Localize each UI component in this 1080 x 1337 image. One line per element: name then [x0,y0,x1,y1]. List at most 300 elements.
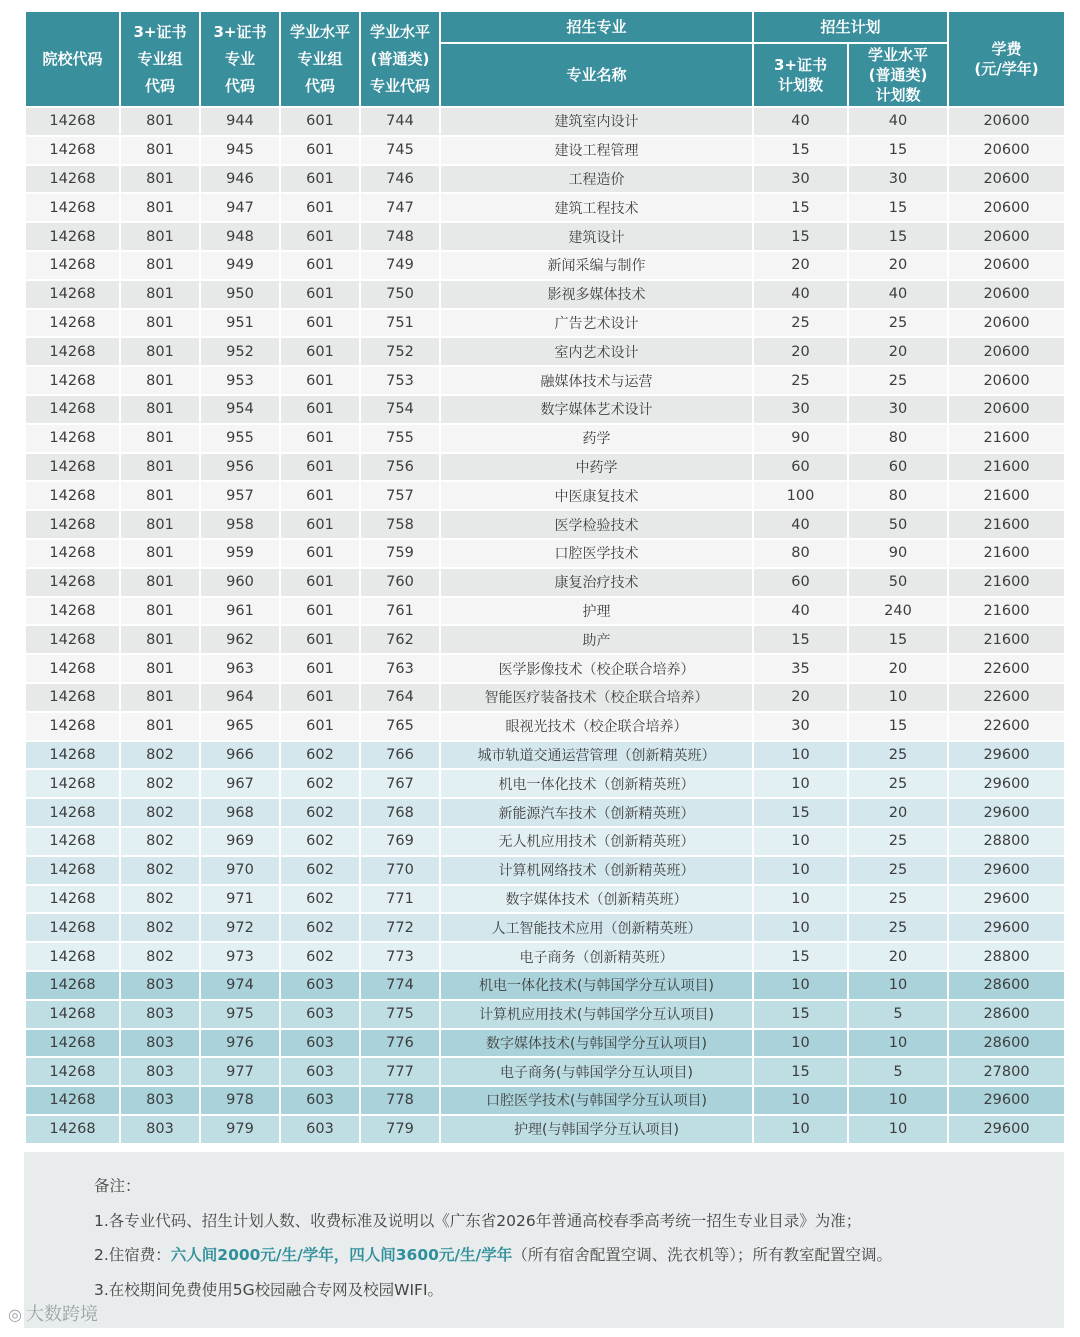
cell-plan-cert: 90 [753,424,848,453]
note-1: 1.各专业代码、招生计划人数、收费标准及说明以《广东省2026年普通高校春季高考统一招生专业目录》为准； [94,1212,862,1230]
table-row [25,1086,1065,1115]
cell-fee: 20600 [948,222,1065,251]
cell-fee: 21600 [948,510,1065,539]
cell-major-name: 机电一体化技术(与韩国学分互认项目) [440,971,753,1000]
cell-plan-cert: 30 [753,165,848,194]
cell-plan-cert: 60 [753,453,848,482]
cell-cert-group-code: 802 [120,769,200,798]
cell-level-major-code: 767 [360,769,440,798]
cell-school-code: 14268 [25,683,120,712]
header-plan-group: 招生计划 [753,11,948,43]
cell-plan-level: 30 [848,395,948,424]
cell-plan-cert: 15 [753,942,848,971]
cell-school-code: 14268 [25,1029,120,1058]
cell-cert-group-code: 801 [120,222,200,251]
cell-cert-group-code: 801 [120,424,200,453]
cell-level-group-code: 602 [280,885,360,914]
cell-cert-major-code: 946 [200,165,280,194]
table-row [25,539,1065,568]
cell-level-group-code: 601 [280,510,360,539]
cell-cert-group-code: 801 [120,654,200,683]
cell-cert-group-code: 801 [120,280,200,309]
cell-fee: 20600 [948,366,1065,395]
cell-plan-level: 10 [848,1029,948,1058]
cell-fee: 27800 [948,1057,1065,1086]
cell-cert-major-code: 956 [200,453,280,482]
cell-level-group-code: 602 [280,856,360,885]
watermark [8,1300,98,1326]
cell-school-code: 14268 [25,1000,120,1029]
cell-plan-cert: 40 [753,280,848,309]
header-plan-cert: 3+证书 计划数 [753,43,848,107]
cell-cert-major-code: 966 [200,741,280,770]
cell-major-name: 新能源汽车技术（创新精英班） [440,798,753,827]
cell-level-group-code: 602 [280,827,360,856]
cell-level-major-code: 761 [360,597,440,626]
cell-plan-level: 50 [848,510,948,539]
cell-school-code: 14268 [25,510,120,539]
cell-school-code: 14268 [25,453,120,482]
cell-cert-major-code: 967 [200,769,280,798]
cell-level-group-code: 602 [280,798,360,827]
cell-plan-level: 20 [848,798,948,827]
table-row [25,222,1065,251]
cell-cert-major-code: 951 [200,309,280,338]
cell-school-code: 14268 [25,741,120,770]
cell-plan-level: 15 [848,222,948,251]
cell-level-group-code: 601 [280,107,360,136]
cell-cert-major-code: 947 [200,193,280,222]
table-row [25,395,1065,424]
table-row [25,424,1065,453]
cell-plan-level: 10 [848,971,948,1000]
cell-school-code: 14268 [25,222,120,251]
cell-school-code: 14268 [25,597,120,626]
cell-plan-cert: 10 [753,1029,848,1058]
cell-cert-major-code: 959 [200,539,280,568]
cell-school-code: 14268 [25,1086,120,1115]
cell-cert-major-code: 958 [200,510,280,539]
cell-school-code: 14268 [25,424,120,453]
cell-plan-level: 20 [848,337,948,366]
cell-fee: 21600 [948,568,1065,597]
cell-plan-level: 25 [848,741,948,770]
cell-plan-cert: 40 [753,597,848,626]
cell-plan-cert: 10 [753,769,848,798]
cell-plan-cert: 15 [753,625,848,654]
table-row [25,193,1065,222]
cell-plan-cert: 15 [753,136,848,165]
cell-school-code: 14268 [25,913,120,942]
cell-level-group-code: 603 [280,1057,360,1086]
header-plan-level: 学业水平 (普通类) 计划数 [848,43,948,107]
cell-plan-level: 5 [848,1057,948,1086]
table-row [25,1000,1065,1029]
cell-fee: 20600 [948,136,1065,165]
cell-cert-group-code: 803 [120,1086,200,1115]
cell-cert-group-code: 802 [120,798,200,827]
cell-level-major-code: 779 [360,1115,440,1144]
note-2-highlight: 六人间2000元/生/学年，四人间3600元/生/学年 [170,1246,513,1264]
header-cert-group-code: 3+证书 专业组 代码 [120,11,200,107]
cell-fee: 21600 [948,481,1065,510]
cell-cert-group-code: 802 [120,885,200,914]
cell-level-major-code: 773 [360,942,440,971]
cell-plan-cert: 20 [753,251,848,280]
cell-cert-major-code: 953 [200,366,280,395]
cell-major-name: 眼视光技术（校企联合培养） [440,712,753,741]
cell-school-code: 14268 [25,193,120,222]
cell-plan-cert: 10 [753,913,848,942]
cell-level-major-code: 754 [360,395,440,424]
table-row [25,251,1065,280]
cell-plan-level: 25 [848,913,948,942]
cell-fee: 21600 [948,539,1065,568]
cell-major-name: 数字媒体技术（创新精英班） [440,885,753,914]
cell-school-code: 14268 [25,712,120,741]
cell-plan-level: 15 [848,712,948,741]
cell-level-major-code: 770 [360,856,440,885]
cell-fee: 29600 [948,741,1065,770]
cell-cert-major-code: 971 [200,885,280,914]
cell-level-group-code: 601 [280,539,360,568]
cell-major-name: 口腔医学技术(与韩国学分互认项目) [440,1086,753,1115]
cell-level-group-code: 601 [280,712,360,741]
cell-fee: 20600 [948,107,1065,136]
cell-plan-level: 40 [848,107,948,136]
cell-major-name: 计算机网络技术（创新精英班） [440,856,753,885]
cell-cert-major-code: 948 [200,222,280,251]
cell-cert-group-code: 801 [120,366,200,395]
table-row [25,510,1065,539]
cell-level-major-code: 764 [360,683,440,712]
cell-fee: 28800 [948,942,1065,971]
cell-fee: 20600 [948,309,1065,338]
cell-fee: 28600 [948,1029,1065,1058]
cell-level-group-code: 601 [280,165,360,194]
cell-fee: 21600 [948,453,1065,482]
cell-cert-major-code: 974 [200,971,280,1000]
cell-cert-major-code: 970 [200,856,280,885]
cell-cert-group-code: 801 [120,539,200,568]
cell-cert-group-code: 802 [120,827,200,856]
cell-cert-major-code: 945 [200,136,280,165]
cell-fee: 20600 [948,337,1065,366]
cell-level-major-code: 769 [360,827,440,856]
cell-major-name: 城市轨道交通运营管理（创新精英班） [440,741,753,770]
table-row [25,309,1065,338]
cell-plan-level: 10 [848,1086,948,1115]
cell-cert-major-code: 973 [200,942,280,971]
cell-level-group-code: 601 [280,193,360,222]
cell-fee: 20600 [948,395,1065,424]
cell-school-code: 14268 [25,481,120,510]
cell-plan-level: 50 [848,568,948,597]
cell-plan-level: 5 [848,1000,948,1029]
cell-school-code: 14268 [25,971,120,1000]
cell-cert-group-code: 803 [120,971,200,1000]
notes-panel [24,1152,1064,1328]
cell-school-code: 14268 [25,165,120,194]
table-row [25,625,1065,654]
cell-school-code: 14268 [25,337,120,366]
cell-level-group-code: 603 [280,1029,360,1058]
cell-major-name: 工程造价 [440,165,753,194]
cell-level-major-code: 746 [360,165,440,194]
cell-school-code: 14268 [25,539,120,568]
cell-plan-cert: 30 [753,395,848,424]
cell-major-name: 医学影像技术（校企联合培养） [440,654,753,683]
cell-plan-cert: 10 [753,885,848,914]
cell-level-major-code: 763 [360,654,440,683]
cell-level-group-code: 601 [280,309,360,338]
cell-cert-major-code: 955 [200,424,280,453]
cell-plan-level: 20 [848,942,948,971]
cell-cert-major-code: 977 [200,1057,280,1086]
cell-cert-major-code: 976 [200,1029,280,1058]
cell-level-group-code: 601 [280,280,360,309]
table-row [25,856,1065,885]
cell-major-name: 新闻采编与制作 [440,251,753,280]
header-cert-major-code: 3+证书 专业 代码 [200,11,280,107]
cell-major-name: 药学 [440,424,753,453]
cell-cert-group-code: 801 [120,165,200,194]
cell-plan-level: 25 [848,309,948,338]
table-row [25,712,1065,741]
cell-level-group-code: 601 [280,222,360,251]
cell-fee: 21600 [948,597,1065,626]
table-row [25,165,1065,194]
cell-plan-cert: 80 [753,539,848,568]
cell-school-code: 14268 [25,827,120,856]
cell-plan-level: 40 [848,280,948,309]
cell-school-code: 14268 [25,942,120,971]
cell-fee: 20600 [948,251,1065,280]
table-row [25,1115,1065,1144]
watermark-text: 大数跨境 [25,1304,98,1325]
cell-cert-group-code: 803 [120,1029,200,1058]
cell-plan-level: 25 [848,885,948,914]
note-2 [94,1243,892,1265]
cell-level-major-code: 774 [360,971,440,1000]
table-row [25,453,1065,482]
cell-plan-cert: 15 [753,798,848,827]
cell-plan-level: 25 [848,366,948,395]
cell-major-name: 广告艺术设计 [440,309,753,338]
cell-cert-major-code: 968 [200,798,280,827]
cell-major-name: 影视多媒体技术 [440,280,753,309]
cell-cert-group-code: 802 [120,856,200,885]
cell-school-code: 14268 [25,251,120,280]
table-row [25,280,1065,309]
cell-cert-group-code: 801 [120,453,200,482]
cell-plan-cert: 10 [753,856,848,885]
cell-plan-cert: 20 [753,337,848,366]
cell-fee: 22600 [948,683,1065,712]
cell-plan-cert: 15 [753,193,848,222]
cell-plan-cert: 25 [753,309,848,338]
table-row [25,337,1065,366]
cell-cert-major-code: 961 [200,597,280,626]
cell-level-group-code: 601 [280,395,360,424]
cell-plan-level: 20 [848,654,948,683]
table-row [25,136,1065,165]
cell-level-group-code: 601 [280,568,360,597]
note-3: 3.在校期间免费使用5G校园融合专网及校园WIFI。 [94,1281,444,1299]
cell-cert-major-code: 975 [200,1000,280,1029]
cell-level-major-code: 748 [360,222,440,251]
header-level-group-code: 学业水平 专业组 代码 [280,11,360,107]
admissions-table [24,10,1066,1145]
cell-level-major-code: 772 [360,913,440,942]
cell-plan-level: 240 [848,597,948,626]
cell-level-group-code: 603 [280,1000,360,1029]
cell-level-major-code: 759 [360,539,440,568]
cell-major-name: 建筑室内设计 [440,107,753,136]
cell-major-name: 电子商务（创新精英班） [440,942,753,971]
cell-plan-level: 90 [848,539,948,568]
cell-school-code: 14268 [25,1115,120,1144]
cell-level-major-code: 744 [360,107,440,136]
table-row [25,597,1065,626]
cell-plan-cert: 10 [753,971,848,1000]
cell-cert-major-code: 954 [200,395,280,424]
header-level-major-code: 学业水平 (普通类) 专业代码 [360,11,440,107]
cell-level-group-code: 601 [280,654,360,683]
cell-major-name: 无人机应用技术（创新精英班） [440,827,753,856]
cell-school-code: 14268 [25,395,120,424]
cell-major-name: 计算机应用技术(与韩国学分互认项目) [440,1000,753,1029]
cell-level-major-code: 755 [360,424,440,453]
cell-major-name: 智能医疗装备技术（校企联合培养） [440,683,753,712]
cell-level-group-code: 601 [280,251,360,280]
cell-school-code: 14268 [25,366,120,395]
cell-plan-cert: 100 [753,481,848,510]
cell-major-name: 建设工程管理 [440,136,753,165]
table-row [25,885,1065,914]
cell-fee: 20600 [948,165,1065,194]
cell-fee: 28600 [948,971,1065,1000]
cell-cert-group-code: 803 [120,1115,200,1144]
cell-plan-level: 25 [848,827,948,856]
header-school-code: 院校代码 [25,11,120,107]
cell-cert-major-code: 969 [200,827,280,856]
cell-plan-level: 20 [848,251,948,280]
cell-level-major-code: 751 [360,309,440,338]
cell-level-major-code: 749 [360,251,440,280]
cell-major-name: 康复治疗技术 [440,568,753,597]
cell-cert-group-code: 801 [120,337,200,366]
cell-level-major-code: 771 [360,885,440,914]
cell-plan-level: 10 [848,1115,948,1144]
cell-fee: 22600 [948,712,1065,741]
cell-major-name: 数字媒体艺术设计 [440,395,753,424]
cell-level-group-code: 601 [280,366,360,395]
table-row [25,481,1065,510]
cell-cert-major-code: 978 [200,1086,280,1115]
cell-plan-cert: 10 [753,1115,848,1144]
cell-cert-group-code: 803 [120,1000,200,1029]
cell-level-group-code: 602 [280,769,360,798]
cell-level-group-code: 601 [280,625,360,654]
cell-major-name: 建筑设计 [440,222,753,251]
cell-fee: 29600 [948,798,1065,827]
cell-major-name: 融媒体技术与运营 [440,366,753,395]
cell-level-group-code: 602 [280,942,360,971]
table-row [25,1029,1065,1058]
cell-cert-group-code: 802 [120,942,200,971]
cell-plan-cert: 40 [753,107,848,136]
cell-level-major-code: 757 [360,481,440,510]
cell-cert-group-code: 801 [120,193,200,222]
cell-cert-group-code: 801 [120,309,200,338]
table-row [25,971,1065,1000]
cell-level-major-code: 776 [360,1029,440,1058]
cell-plan-cert: 15 [753,1000,848,1029]
cell-plan-cert: 10 [753,1086,848,1115]
cell-level-major-code: 760 [360,568,440,597]
cell-major-name: 机电一体化技术（创新精英班） [440,769,753,798]
cell-level-major-code: 745 [360,136,440,165]
cell-fee: 28600 [948,1000,1065,1029]
table-row [25,913,1065,942]
cell-cert-major-code: 960 [200,568,280,597]
cell-cert-group-code: 801 [120,136,200,165]
cell-plan-cert: 15 [753,222,848,251]
cell-major-name: 建筑工程技术 [440,193,753,222]
cell-plan-level: 10 [848,683,948,712]
cell-plan-level: 80 [848,424,948,453]
cell-level-major-code: 765 [360,712,440,741]
note-2-prefix: 2.住宿费： [94,1246,171,1264]
cell-level-major-code: 758 [360,510,440,539]
header-major-group: 招生专业 [440,11,753,43]
cell-plan-level: 80 [848,481,948,510]
cell-plan-cert: 10 [753,827,848,856]
notes-title: 备注： [94,1177,141,1195]
table-row [25,366,1065,395]
cell-level-major-code: 762 [360,625,440,654]
cell-fee: 21600 [948,625,1065,654]
cell-level-group-code: 602 [280,913,360,942]
table-row [25,568,1065,597]
cell-fee: 29600 [948,913,1065,942]
cell-fee: 21600 [948,424,1065,453]
cell-level-major-code: 752 [360,337,440,366]
table-row [25,654,1065,683]
cell-cert-group-code: 803 [120,1057,200,1086]
cell-cert-major-code: 949 [200,251,280,280]
cell-cert-group-code: 801 [120,395,200,424]
cell-fee: 20600 [948,193,1065,222]
cell-school-code: 14268 [25,568,120,597]
cell-school-code: 14268 [25,654,120,683]
cell-major-name: 中医康复技术 [440,481,753,510]
cell-level-group-code: 601 [280,481,360,510]
cell-level-major-code: 778 [360,1086,440,1115]
table-row [25,798,1065,827]
cell-level-group-code: 601 [280,424,360,453]
cell-level-group-code: 601 [280,683,360,712]
table-row [25,769,1065,798]
cell-plan-level: 25 [848,769,948,798]
cell-level-major-code: 777 [360,1057,440,1086]
cell-level-group-code: 601 [280,597,360,626]
cell-plan-level: 15 [848,136,948,165]
cell-cert-major-code: 957 [200,481,280,510]
watermark-logo-icon: ◎ [8,1305,22,1324]
cell-plan-cert: 30 [753,712,848,741]
